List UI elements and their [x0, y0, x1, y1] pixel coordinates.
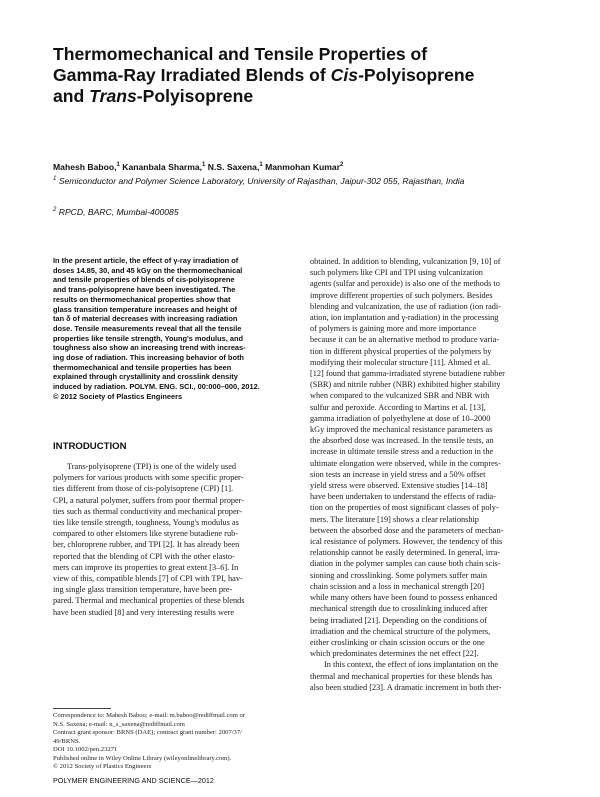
body-line: reported that the blending of CPI with the other elasto-	[53, 551, 235, 561]
body-line: (SBR) and nitrile rubber (NBR) exhibited higher stability	[310, 380, 501, 390]
body-line: ties like tensile strength, toughness, Young's modulus as	[53, 518, 239, 528]
abstract-line: explained through crystallinity and crosslink density	[53, 372, 238, 382]
author-affil-sup: 2	[340, 162, 344, 169]
body-line: irradiation and the chemical structure of the polymers,	[310, 626, 491, 636]
affiliation-2	[53, 207, 353, 217]
body-line: blending and vulcanization, the use of radiation (ion radi-	[310, 301, 501, 311]
abstract-line: In the present article, the effect of γ-ray irradiation of	[53, 256, 239, 265]
body-line: the absorbed dose was increased. In the tensile tests, an	[310, 436, 494, 446]
body-line: In this context, the effect of ions implantation on the	[324, 660, 499, 670]
title-line-2-suffix: -Polyisoprene	[358, 65, 475, 85]
body-line: agents (sulfar and peroxide) is also one of the methods to	[310, 279, 500, 289]
body-line: mechanical strength due to crosslinking induced after	[310, 604, 488, 614]
body-line: relationship cannot be easily determined. In general, irra-	[310, 548, 501, 558]
article-title	[53, 44, 553, 107]
body-line: also been studied [23]. A dramatic increment in both ther-	[310, 682, 502, 692]
body-line: obtained. In addition to blending, vulcanization [9, 10] of	[310, 257, 501, 266]
body-line: mers. The literature [19] shows a clear relationship	[310, 514, 479, 524]
author-1	[53, 162, 120, 172]
body-line: compared to other elstomers like styrene butadiene rub-	[53, 529, 239, 539]
affiliation-1	[53, 176, 573, 186]
body-line: [12] found that gamma-irradiated styrene butadiene rubber	[310, 369, 505, 379]
abstract-line: induced by radiation. POLYM. ENG. SCI., 00:000–000, 2012.	[53, 382, 260, 392]
title-line-3-suffix: -Polyisoprene	[136, 86, 254, 106]
body-line: tion in different physical properties of the polymers by	[310, 346, 492, 356]
abstract-line: and trans-polyisoprene have been investigated. The	[53, 285, 236, 295]
abstract-line: glass transition temperature increases and height of	[53, 304, 237, 314]
footnotes	[53, 712, 298, 772]
body-line: of polymers is gaining more and more importance	[310, 324, 477, 334]
title-line-1: Thermomechanical and Tensile Properties of	[53, 44, 428, 64]
title-line-2-text: Gamma-Ray Irradiated Blends of	[53, 65, 331, 85]
body-line: ical resistance of polymers. However, the tendency of this	[310, 537, 503, 547]
author-2	[122, 162, 205, 172]
body-line: sulfur and peroxide. According to Martins et al. [13],	[310, 402, 486, 412]
body-line: because it can be an alternative method to produce varia-	[310, 335, 500, 345]
body-line: between the absorbed dose and the parameters of mechan-	[310, 525, 504, 535]
body-line: ultimate elongation were observed, while in the compres-	[310, 458, 501, 468]
abstract-line: thermomechanical and tensile properties has been	[53, 362, 232, 372]
body-line: ties different from those of cis-polyisoprene (CPI) [1].	[53, 484, 234, 494]
author-affil-sup: 1	[116, 162, 120, 169]
affiliation-2-text: RPCD, BARC, Mumbai-400085	[58, 207, 179, 217]
body-line: have been studied [8] and very interesting results were	[53, 607, 235, 617]
author-4	[265, 162, 343, 172]
title-line-2	[53, 65, 553, 86]
abstract-line: and tensile properties of blends of cis-polyisoprene	[53, 275, 235, 285]
footnote-divider	[53, 708, 111, 709]
body-line: while many others have been found to possess enhanced	[310, 593, 498, 603]
body-line: mers can improve its properties to great extent [3–6]. In	[53, 562, 239, 572]
body-line: improve different properties of such polymers. Besides	[310, 290, 493, 300]
body-line: ties such as thermal conductivity and mechanical proper-	[53, 506, 242, 516]
abstract-line: results on thermomechanical properties show that	[53, 294, 231, 304]
body-line: being irradiated [21]. Depending on the conditions of	[310, 615, 487, 625]
body-line: have been undertaken to understand the effects of radia-	[310, 492, 496, 502]
body-line: which predominates determines the net effect [22].	[310, 649, 479, 659]
abstract-line: doses 14.85, 30, and 45 kGy on the thermomechanical	[53, 265, 243, 275]
abstract-line: properties like tensile strength, Young's modulus, and	[53, 333, 243, 343]
body-line: kGy improved the mechanical resistance parameters as	[310, 425, 493, 435]
left-column-body	[53, 461, 293, 618]
body-line: sioning and crosslinking. Some polymers suffer main	[310, 570, 488, 580]
title-italic-cis: Cis	[330, 65, 359, 85]
affiliation-1-sup: 1	[53, 176, 57, 183]
author-list	[53, 162, 573, 172]
author-name: Kananbala Sharma,	[122, 162, 203, 172]
body-line: modifying their molecular structure [11]. Ahmed et al.	[310, 357, 491, 367]
author-name: N.S. Saxena,	[207, 162, 260, 172]
title-line-3-text: and	[53, 86, 90, 106]
author-name: Manmohan Kumar	[265, 162, 341, 172]
body-line: gamma irradiation of polyethylene at dose of 10–2000	[310, 413, 491, 423]
abstract-line: © 2012 Society of Plastics Engineers	[53, 391, 183, 401]
footnote-correspondence-cont: N.S. Saxena; e-mail: n_s_saxena@rediffmail.com	[53, 720, 185, 728]
footnote-grant: Contract grant sponsor: BRNS (DAE); contract grant number: 2007/37/	[53, 729, 242, 736]
title-italic-trans: Trans	[89, 86, 137, 106]
abstract-line: ing dose of radiation. This increasing behavior of both	[53, 353, 244, 363]
body-line: sion tests an increase in yield stress and a 50% offset	[310, 469, 486, 479]
body-line: either croslinking or chain scission occurs or the one	[310, 637, 485, 647]
body-line: diation in the polymer samples can cause both chain scis-	[310, 559, 501, 569]
body-line: such polymers like CPI and TPI using vulcanization	[310, 268, 483, 278]
footnote-grant-cont: 49/BRNS.	[53, 737, 81, 745]
affiliation-1-text: Semiconductor and Polymer Science Laboratory, University of Rajasthan, Jaipur-302 055, Rajasthan, India	[58, 176, 465, 186]
affiliation-2-sup: 2	[53, 207, 57, 214]
body-line: CPI, a natural polymer, suffers from poor thermal proper-	[53, 495, 245, 505]
body-line: when compared to the vulcanized SBR and NBR with	[310, 391, 490, 401]
abstract-line: tan δ of material decreases with increasing radiation	[53, 314, 238, 324]
body-line: thermal and mechanical properties for these blends has	[310, 671, 493, 681]
footnote-published: Published online in Wiley Online Library (wileyonlinelibrary.com).	[53, 754, 232, 762]
author-name: Mahesh Baboo,	[53, 162, 117, 172]
body-line: chain scission and a loss in mechanical strength [20]	[310, 581, 485, 591]
body-line: pared. Thermal and mechanical properties of these blends	[53, 596, 245, 606]
section-heading-introduction: INTRODUCTION	[53, 441, 127, 452]
body-line: ing single glass transition temperature, have been pre-	[53, 585, 233, 595]
body-line: polymers for various products with some specific proper-	[53, 473, 244, 483]
abstract-line: dose. Tensile measurements reveal that all the tensile	[53, 323, 242, 333]
footnote-copyright: © 2012 Society of Plastics Engineers	[53, 763, 152, 770]
author-3	[208, 162, 263, 172]
right-column-body	[310, 256, 552, 693]
journal-footer: POLYMER ENGINEERING AND SCIENCE—2012	[53, 776, 214, 785]
body-line: ber, chloroprene rubber, and TPI [2]. It has already been	[53, 540, 240, 550]
footnote-correspondence: Correspondence to: Mahesh Baboo; e-mail: m.baboo@rediffmail.com or	[53, 712, 245, 719]
body-line: ation, ion implantation and γ-radiation) in the processing	[310, 313, 499, 323]
abstract-line: toughness also show an increasing trend with increas-	[53, 343, 246, 353]
body-line: yield stress were observed. Extensive studies [14–18]	[310, 481, 488, 491]
body-line: view of this, compatible blends [7] of CPI with TPI, hav-	[53, 574, 243, 584]
abstract	[53, 256, 291, 402]
author-affil-sup: 1	[259, 162, 263, 169]
author-affil-sup: 1	[202, 162, 206, 169]
title-line-3	[53, 86, 553, 107]
footnote-doi: DOI 10.1002/pen.23271	[53, 746, 118, 753]
body-line: tion on the properties of most significant classes of poly-	[310, 503, 499, 513]
body-line: increase in ultimate tensile stress and a reduction in the	[310, 447, 494, 457]
body-line: Trans-polyisoprene (TPI) is one of the widely used	[67, 462, 237, 471]
